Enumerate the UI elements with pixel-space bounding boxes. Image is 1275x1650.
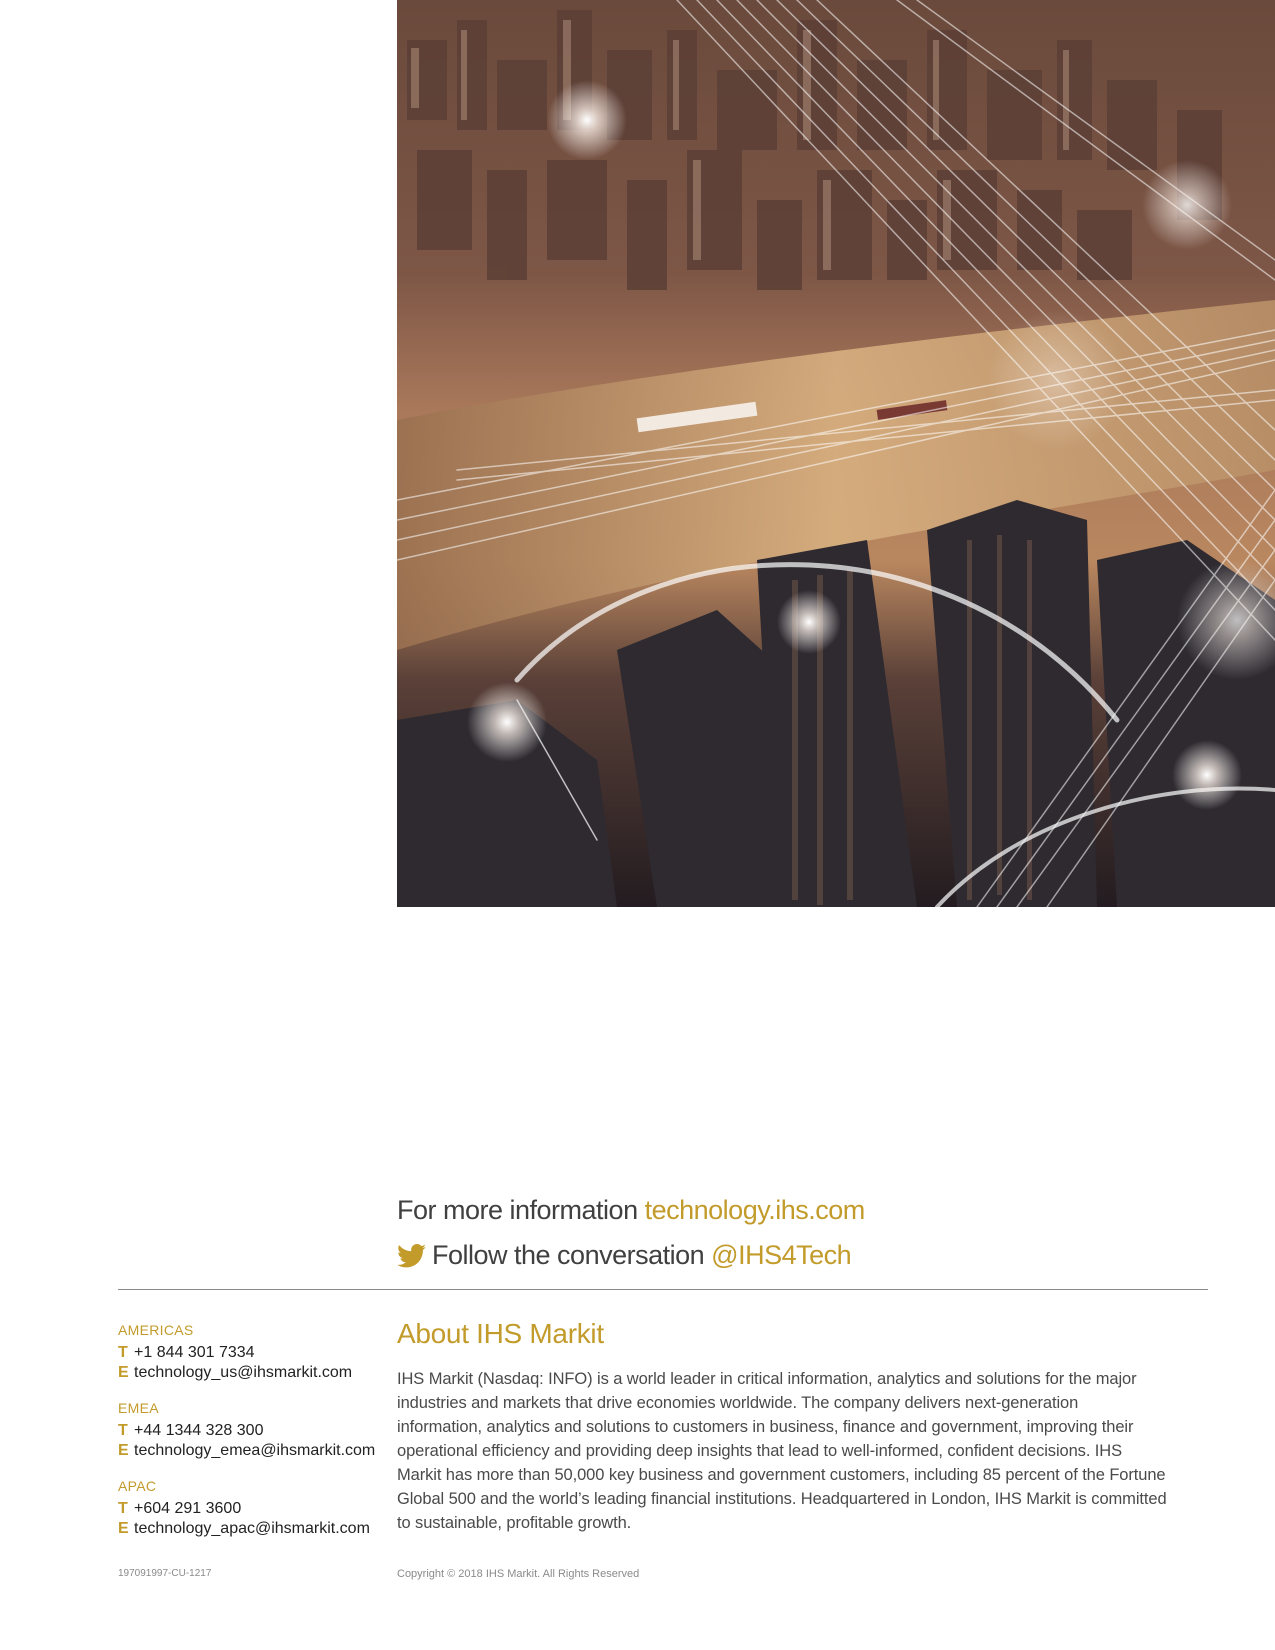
twitter-handle-link[interactable]: @IHS4Tech — [711, 1240, 852, 1270]
email-link[interactable]: technology_emea@ihsmarkit.com — [134, 1442, 376, 1459]
email-row — [118, 1363, 388, 1383]
contact-region-apac — [118, 1478, 388, 1539]
follow-line — [397, 1240, 851, 1271]
copyright-notice: Copyright © 2018 IHS Markit. All Rights Reserved — [397, 1568, 640, 1580]
regional-contacts — [118, 1322, 388, 1556]
phone-row — [118, 1343, 388, 1363]
phone-row — [118, 1421, 388, 1441]
contact-region-americas — [118, 1322, 388, 1383]
about-body: IHS Markit (Nasdaq: INFO) is a world leader in critical information, analytics and solutions for the major industries and markets that drive economies worldwide. The company delivers next-generation information, analytics and solutions to customers in business, finance and government, improving their operational efficiency and providing deep insights that lead to well-informed, confident decisions. IHS Markit has more than 50,000 key business and government customers, including 85 percent of the Fortune Global 500 and the world’s leading financial institutions. Headquartered in London, IHS Markit is committed to sustainable, profitable growth. — [397, 1370, 1167, 1532]
about-title: About IHS Markit — [397, 1318, 604, 1349]
email-key: E — [118, 1520, 129, 1537]
hero-city-image — [397, 0, 1275, 907]
phone-number[interactable]: +1 844 301 7334 — [134, 1344, 255, 1361]
phone-number[interactable]: +44 1344 328 300 — [134, 1422, 264, 1439]
phone-number[interactable]: +604 291 3600 — [134, 1500, 242, 1517]
divider-rule — [118, 1289, 1208, 1290]
region-name: AMERICAS — [118, 1322, 194, 1338]
phone-key: T — [118, 1344, 128, 1361]
website-link[interactable]: technology.ihs.com — [644, 1195, 865, 1225]
phone-row — [118, 1499, 388, 1519]
more-info-label: For more information — [397, 1195, 638, 1225]
twitter-bird-icon[interactable] — [397, 1244, 426, 1268]
region-name: APAC — [118, 1478, 157, 1494]
contact-region-emea — [118, 1400, 388, 1461]
follow-label: Follow the conversation — [432, 1240, 705, 1270]
email-row — [118, 1441, 388, 1461]
email-key: E — [118, 1364, 129, 1381]
email-link[interactable]: technology_apac@ihsmarkit.com — [134, 1520, 370, 1537]
document-id: 197091997-CU-1217 — [118, 1568, 212, 1579]
more-info-line — [397, 1195, 865, 1226]
region-name: EMEA — [118, 1400, 159, 1416]
email-link[interactable]: technology_us@ihsmarkit.com — [134, 1364, 353, 1381]
email-key: E — [118, 1442, 129, 1459]
phone-key: T — [118, 1500, 128, 1517]
phone-key: T — [118, 1422, 128, 1439]
email-row — [118, 1519, 388, 1539]
